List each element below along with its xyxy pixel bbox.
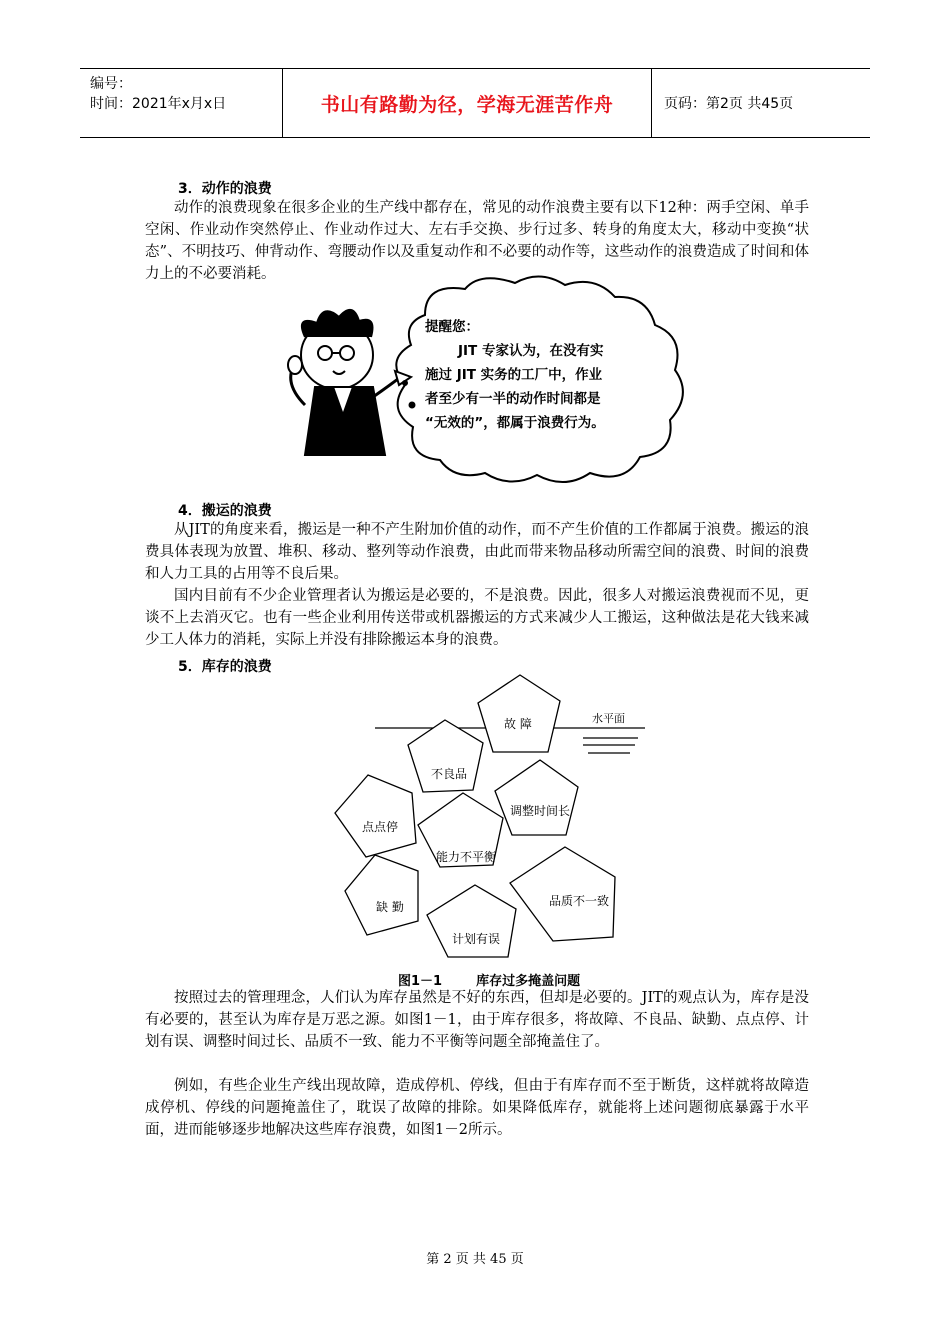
- label-imbalance: 能力不平衡: [436, 850, 497, 864]
- section-4-heading: 4．搬运的浪费: [178, 503, 272, 519]
- section-4-paragraph-2: 国内目前有不少企业管理者认为搬运是必要的，不是浪费。因此，很多人对搬运浪费视而不见，更谈不上去消灭它。也有一些企业利用传送带或机器搬运的方式来减少人工搬运，这种做法是花大钱来减少工人体力的消耗，实际上并没有排除搬运本身的浪费。: [145, 588, 809, 648]
- reminder-line-2: JIT 专家认为，在没有实: [458, 343, 604, 359]
- professor-character: [288, 310, 415, 455]
- doc-number-label: 编号：: [90, 76, 132, 92]
- reminder-illustration: [275, 275, 695, 490]
- section-3-heading: 3．动作的浪费: [178, 181, 272, 197]
- reminder-title: 提醒您：: [425, 319, 479, 335]
- figure-inventory-problems: [320, 665, 660, 965]
- section-4-paragraph-1: 从JIT的角度来看，搬运是一种不产生附加价值的动作，而不产生价值的工作都属于浪费。搬运的浪费具体表现为放置、堆积、移动、整列等动作浪费，由此而带来物品移动所需空间的浪费、时间的浪费和人力工具的占用等不良后果。: [145, 522, 809, 582]
- label-adjust-time: 调整时间长: [510, 804, 571, 818]
- section-3-paragraph: 动作的浪费现象在很多企业的生产线中都存在，常见的动作浪费主要有以下12种：两手空闲、单手空闲、作业动作突然停止、作业动作过大、左右手交换、步行过多、转身的角度太大，移动中变换“状态”、不明技巧、伸背动作、弯腰动作以及重复动作和不必要的动作等，这些动作的浪费造成了时间和体力上的不必要消耗。: [145, 200, 809, 282]
- reminder-line-4: 者至少有一半的动作时间都是: [425, 391, 601, 407]
- label-quality: 品质不一致: [549, 894, 610, 908]
- reminder-line-5: “无效的”，都属于浪费行为。: [425, 415, 605, 431]
- figure-caption-title: 库存过多掩盖问题: [476, 974, 581, 989]
- header-meta: [80, 69, 282, 137]
- header-motto: 书山有路勤为径，学海无涯苦作舟: [282, 69, 652, 137]
- water-level-label: 水平面: [592, 712, 625, 725]
- pentagon-fault: [478, 675, 560, 752]
- page-header: [80, 68, 870, 138]
- reminder-line-3: 施过 JIT 实务的工厂中，作业: [425, 367, 603, 383]
- pentagon-stops: [335, 775, 416, 857]
- section-5-paragraph-2: 例如，有些企业生产线出现故障，造成停机、停线，但由于有库存而不至于断货，这样就将故障造成停机、停线的问题掩盖住了，耽误了故障的排除。如果降低库存，就能将上述问题彻底暴露于水平面，进而能够逐步地解决这些库存浪费，如图1－2所示。: [145, 1078, 809, 1138]
- label-absence: 缺 勤: [376, 900, 404, 914]
- label-fault: 故 障: [504, 717, 532, 731]
- label-stops: 点点停: [362, 820, 399, 834]
- page-footer: 第 2 页 共 45 页: [426, 1252, 524, 1267]
- pentagon-adjust-time: [495, 760, 578, 835]
- pentagon-absence: [345, 855, 418, 935]
- label-defects: 不良品: [431, 767, 468, 781]
- section-5-heading: 5．库存的浪费: [178, 659, 272, 675]
- section-5-paragraph-1: 按照过去的管理理念，人们认为库存虽然是不好的东西，但却是必要的。JIT的观点认为，库存是没有必要的，甚至认为库存是万恶之源。如图1－1，由于库存很多，将故障、不良品、缺勤、点点停、计划有误、调整时间过长、品质不一致、能力不平衡等问题全部掩盖住了。: [145, 990, 809, 1050]
- figure-caption-number: 图1－1: [398, 974, 443, 989]
- doc-date: 时间：2021年x月x日: [90, 96, 227, 112]
- label-plan-error: 计划有误: [452, 932, 501, 946]
- header-page-info: 页码：第2页 共45页: [664, 96, 794, 112]
